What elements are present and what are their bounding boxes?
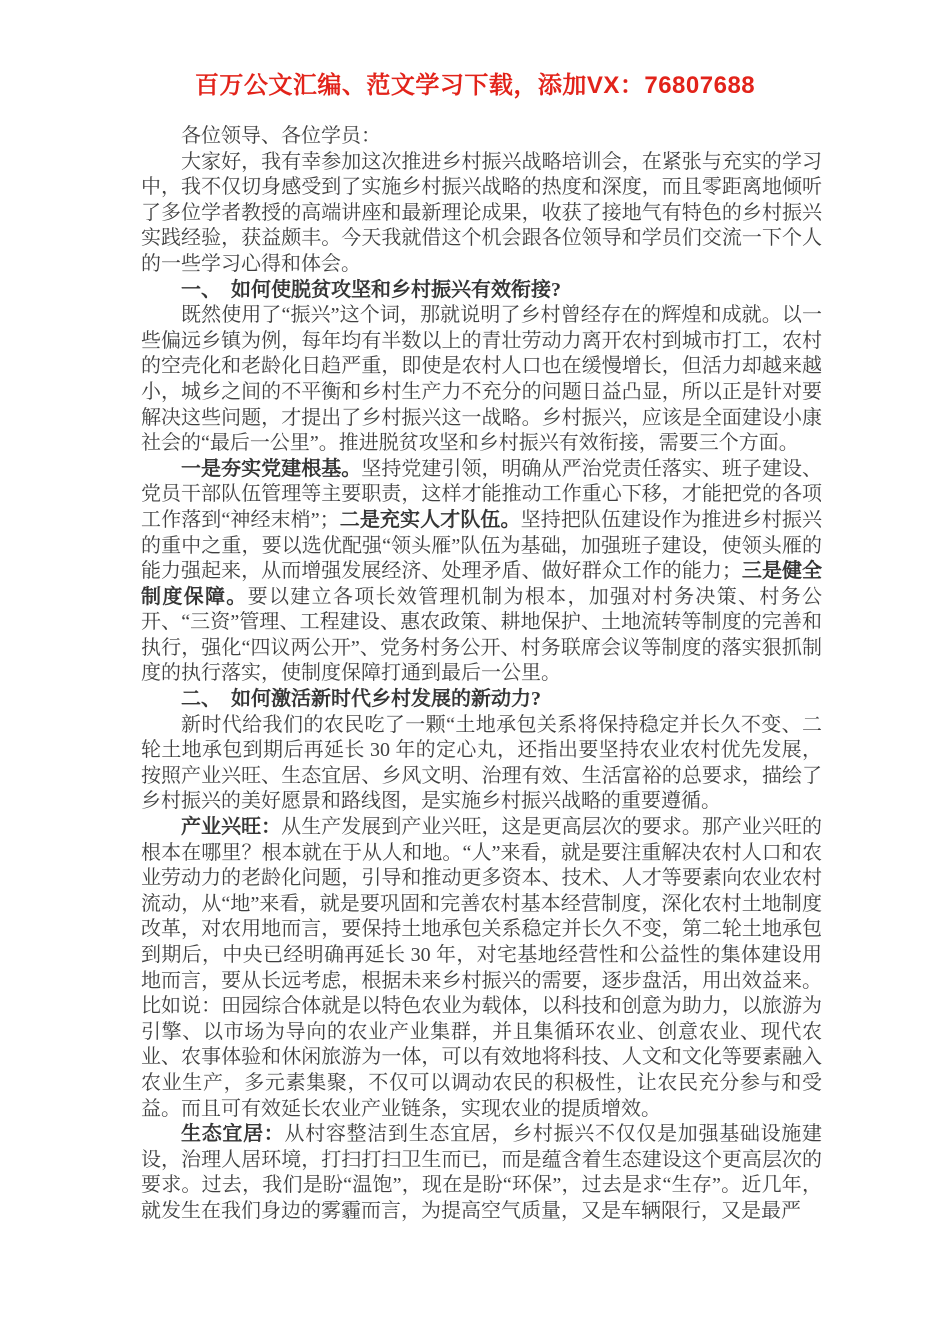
text-run: 新时代给我们的农民吃了一颗“土地承包关系将保持稳定并长久不变、二轮土地承包到期后再延长 30 年的定心丸，还指出要坚持农业农村优先发展，按照产业兴旺、生态宜居、乡风文明、治理有效、生活富裕的总要求，描绘了乡村振兴的美好愿景和路线图，是实施乡村振兴战略的重要遵循。 [141,713,822,813]
text-run: 各位领导、各位学员： [181,125,381,147]
section-1-paragraph-2 [141,457,822,687]
text-run: 要以建立各项长效管理机制为根本，加强对村务决策、村务公开、“三资”管理、工程建设、惠农政策、耕地保护、土地流转等制度的完善和执行，强化“四议两公开”、党务村务公开、村务联席会议等制度的落实狠抓制度的执行落实，使制度保障打通到最后一公里。 [141,585,823,685]
section-2-paragraph-3 [141,1122,822,1224]
bold-text-run: 二是充实人才队伍。 [339,508,521,531]
bold-text-run: 二、 如何激活新时代乡村发展的新动力? [181,688,541,711]
text-run: 大家好，我有幸参加这次推进乡村振兴战略培训会，在紧张与充实的学习中，我不仅切身感受到了实施乡村振兴战略的热度和深度，而且零距离地倾听了多位学者教授的高端讲座和最新理论成果，收获了接地气有特色的乡村振兴实践经验，获益颇丰。今天我就借这个机会跟各位领导和学员们交流一下个人的一些学习心得和体会。 [141,150,822,275]
document-body [141,124,822,1225]
section-2-paragraph-2 [141,815,822,1122]
bold-text-run: 产业兴旺： [181,816,282,839]
text-run: 从生产发展到产业兴旺，这是更高层次的要求。那产业兴旺的根本在哪里？根本就在于从人和地。“人”来看，就是要注重解决农村人口和农业劳动力的老龄化问题，引导和推动更多资本、技术、人才等要素向农业农村流动，从“地”来看，就是要巩固和完善农村基本经营制度，深化农村土地制度改革，对农用地而言，要保持土地承包关系稳定并长久不变，第二轮土地承包到期后，中央已经明确再延长 30 年，对宅基地经营性和公益性的集体建设用地而言，要从长远考虑，根据未来乡村振兴的需要，逐步盘活，用出效益来。比如说：田园综合体就是以特色农业为载体，以科技和创意为助力，以旅游为引擎、以市场为导向的农业产业集群，并且集循环农业、创意农业、现代农业、农事体验和休闲旅游为一体，可以有效地将科技、人文和文化等要素融入农业生产，多元素集聚，不仅可以调动农民的积极性，让农民充分参与和受益。而且可有效延长农业产业链条，实现农业的提质增效。 [141,816,823,1120]
text-run: 从村容整洁到生态宜居，乡村振兴不仅仅是加强基础设施建设，治理人居环境，打扫打扫卫生而已，而是蕴含着生态建设这个更高层次的要求。过去，我们是盼“温饱”，现在是盼“环保”，过去是求“生存”。近几年，就发生在我们身边的雾霾而言，为提高空气质量，又是车辆限行，又是最严 [141,1123,822,1222]
bold-text-run: 三是健全制度保障。 [141,560,823,608]
text-run: 既然使用了“振兴”这个词，那就说明了乡村曾经存在的辉煌和成就。以一些偏远乡镇为例，每年均有半数以上的青壮劳动力离开农村到城市打工，农村的空壳化和老龄化日趋严重，即使是农村人口也在缓慢增长，但活力却越来越小，城乡之间的不平衡和乡村生产力不充分的问题日益凸显，所以正是针对要解决这些问题，才提出了乡村振兴这一战略。乡村振兴，应该是全面建设小康社会的“最后一公里”。推进脱贫攻坚和乡村振兴有效衔接，需要三个方面。 [141,304,822,455]
text-run: 坚持党建引领，明确从严治党责任落实、班子建设、党员干部队伍管理等主要职责，这样才能推动工作重心下移，才能把党的各项工作落到“神经末梢”； [141,457,823,531]
bold-text-run: 一是夯实党建根基。 [181,457,362,480]
salutation [141,124,822,150]
section-heading-1 [141,278,822,304]
section-heading-2 [141,687,822,713]
section-2-paragraph-1 [141,713,822,815]
section-1-paragraph-1 [141,303,822,457]
promo-banner-text: 百万公文汇编、范文学习下载，添加VX：76807688 [194,72,756,99]
intro-paragraph [141,150,822,278]
bold-text-run: 一、 如何使脱贫攻坚和乡村振兴有效衔接? [181,278,561,301]
text-run: 坚持把队伍建设作为推进乡村振兴的重中之重，要以选优配强“领头雁”队伍为基础，加强班子建设，使领头雁的能力强起来，从而增强发展经济、处理矛盾、做好群众工作的能力； [141,508,822,583]
bold-text-run: 生态宜居： [181,1123,285,1146]
